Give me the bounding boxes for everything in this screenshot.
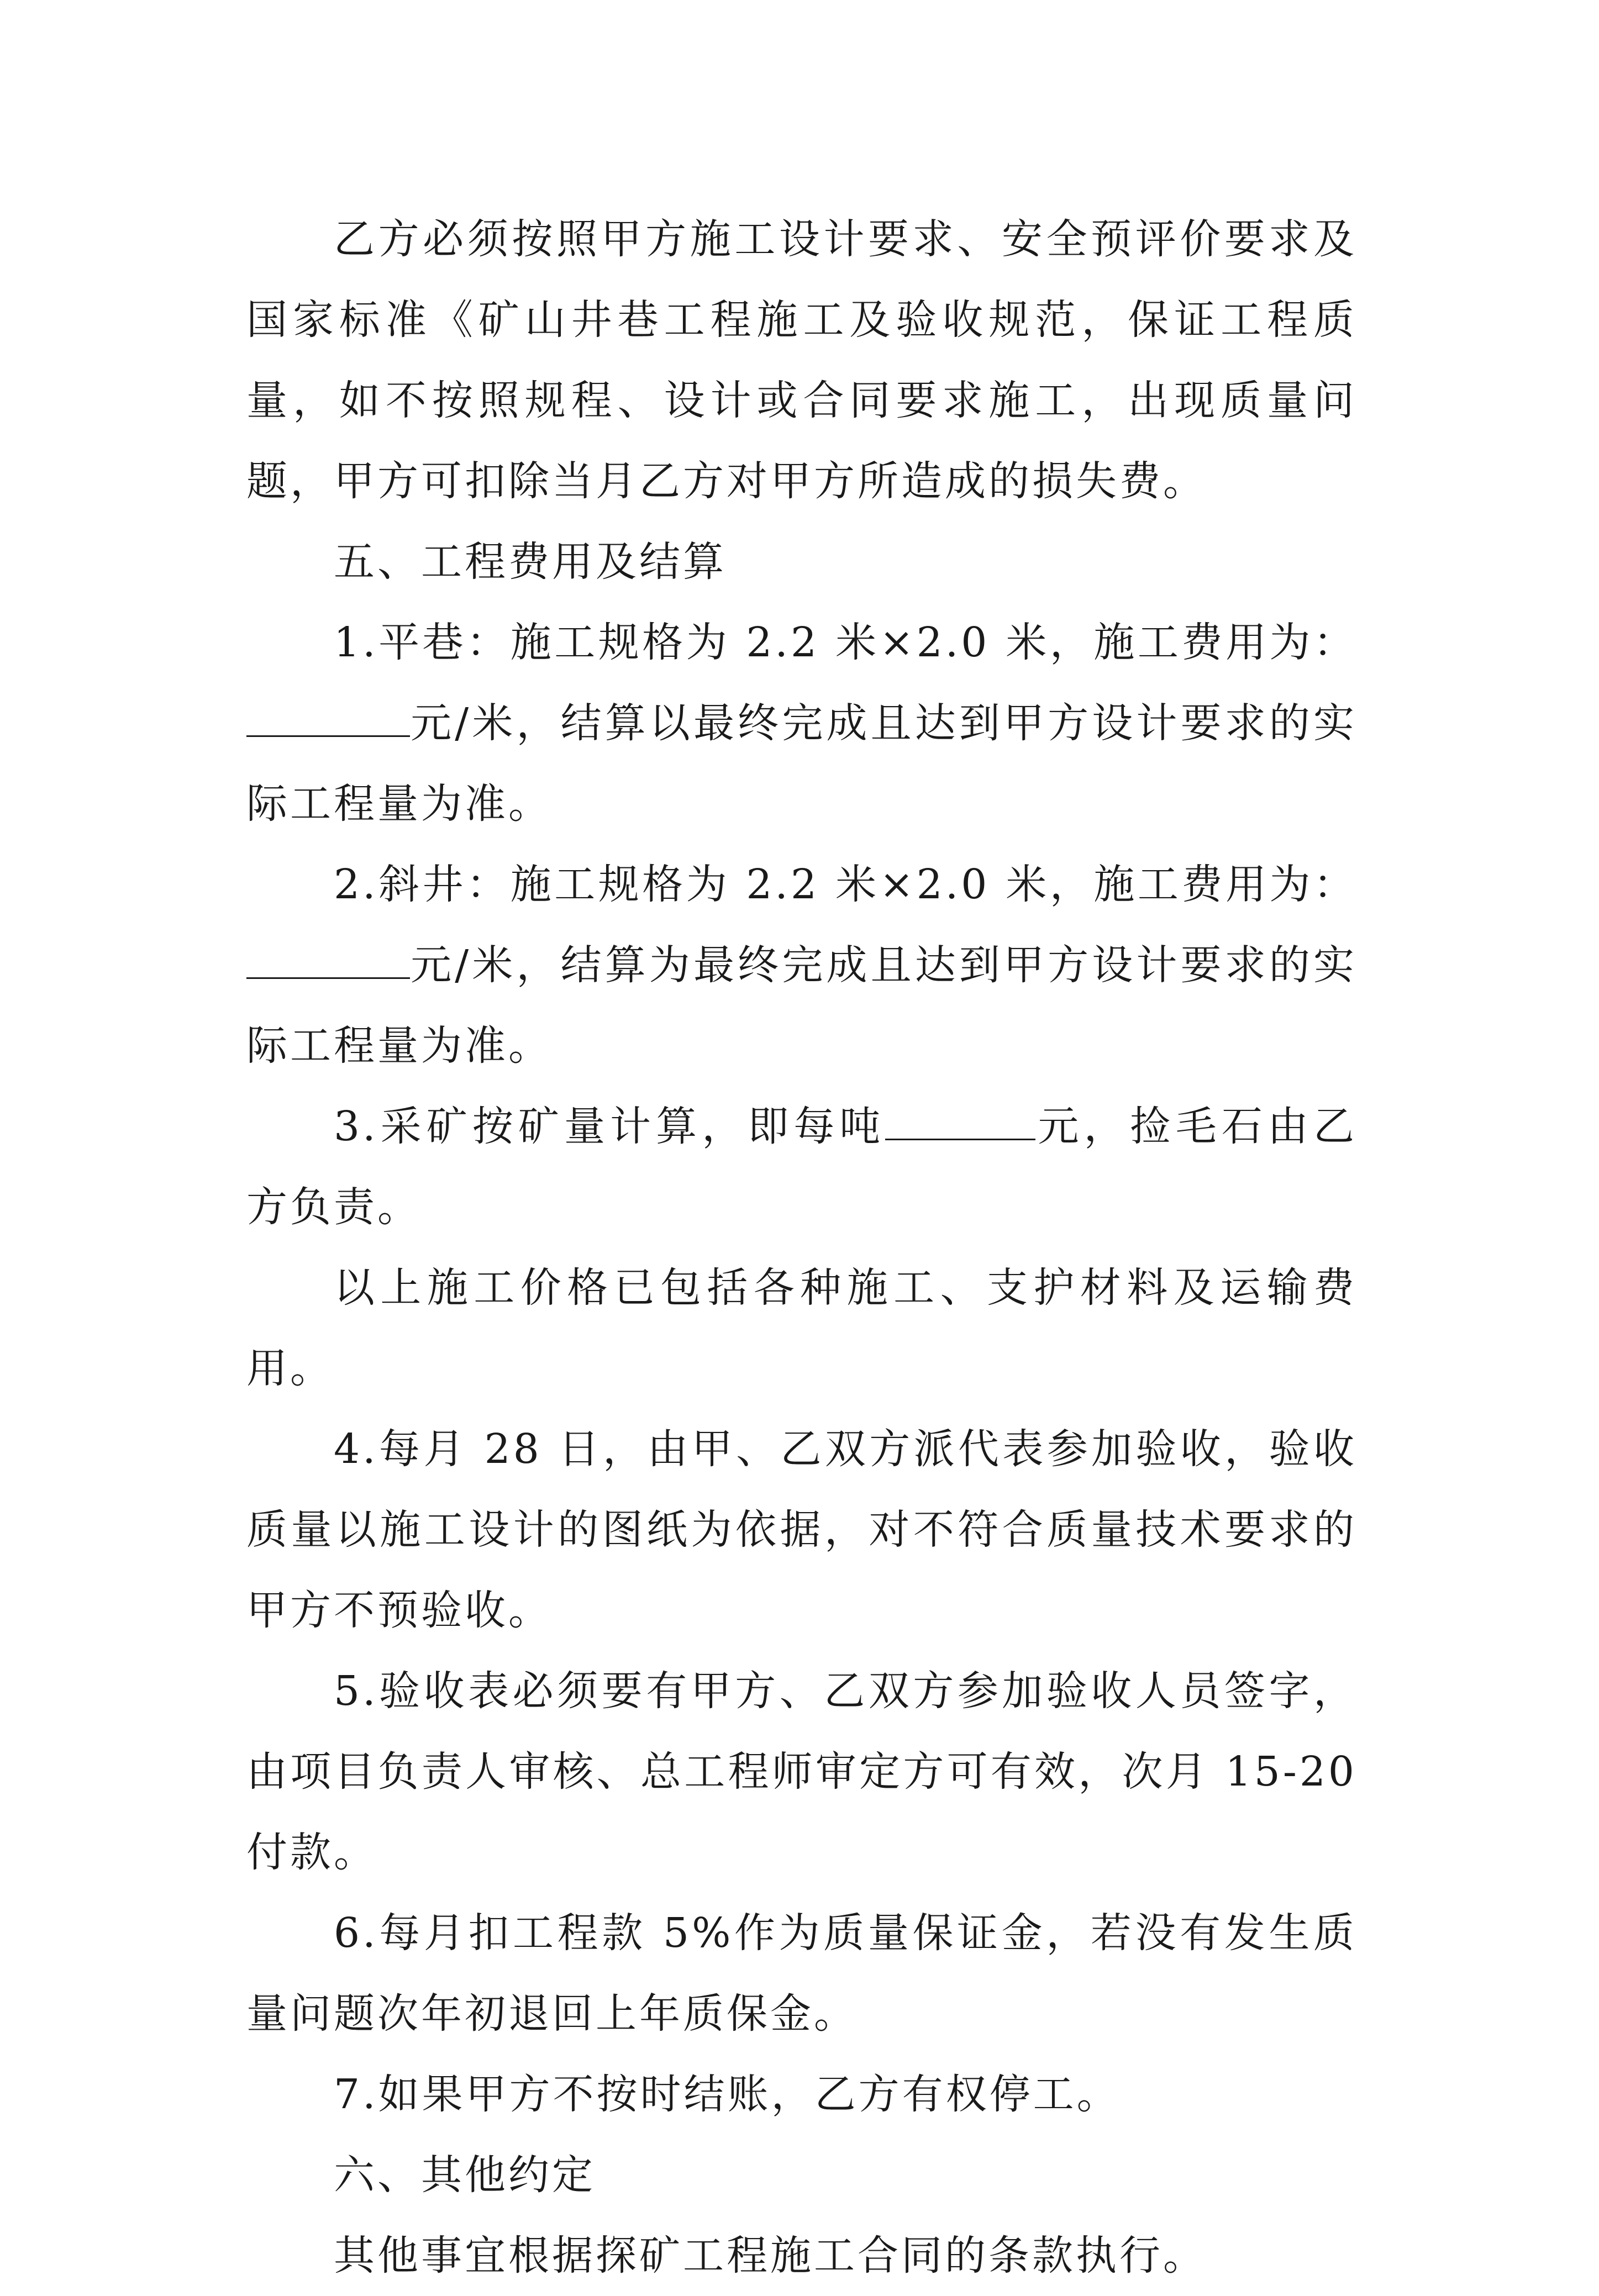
item-2-paragraph <box>246 844 1357 1086</box>
item-2-text-start: 2.斜井：施工规格为 2.2 米×2.0 米，施工费用为： <box>334 861 1357 908</box>
item-3-text-start: 3.采矿按矿量计算，即每吨 <box>334 1103 886 1150</box>
section-6-heading: 六、其他约定 <box>334 2151 596 2199</box>
item-3-price-blank <box>885 1104 1035 1140</box>
item-1-text-end: 元/米，结算以最终完成且达到甲方设计要求的实际工程量为准。 <box>246 699 1357 828</box>
item-3-text-end: 元，捡毛石由乙方负责。 <box>246 1103 1357 1231</box>
item-1-paragraph <box>246 602 1357 844</box>
item-6-paragraph: 6.每月扣工程款 5%作为质量保证金，若没有发生质量问题次年初退回上年质保金。 <box>246 1909 1357 2037</box>
item-5-paragraph: 5.验收表必须要有甲方、乙双方参加验收人员签字，由项目负责人审核、总工程师审定方可有效，次月 15-20 付款。 <box>246 1667 1357 1876</box>
item-3-paragraph <box>246 1086 1357 1247</box>
item-1-price-blank <box>246 701 410 737</box>
price-note-paragraph: 以上施工价格已包括各种施工、支护材料及运输费用。 <box>246 1264 1357 1392</box>
quality-requirement-paragraph: 乙方必须按照甲方施工设计要求、安全预评价要求及国家标准《矿山井巷工程施工及验收规范，保证工程质量，如不按照规程、设计或合同要求施工，出现质量问题，甲方可扣除当月乙方对甲方所造成的损失费。 <box>246 215 1357 505</box>
other-terms-paragraph: 其他事宜根据探矿工程施工合同的条款执行。 <box>334 2232 1207 2279</box>
contract-body <box>246 199 1357 2296</box>
item-2-text-end: 元/米，结算为最终完成且达到甲方设计要求的实际工程量为准。 <box>246 941 1357 1070</box>
item-2-price-blank <box>246 943 410 979</box>
section-5-heading: 五、工程费用及结算 <box>334 538 727 586</box>
item-1-text-start: 1.平巷：施工规格为 2.2 米×2.0 米，施工费用为： <box>334 619 1357 666</box>
item-4-paragraph: 4.每月 28 日，由甲、乙双方派代表参加验收，验收质量以施工设计的图纸为依据，对不符合质量技术要求的甲方不预验收。 <box>246 1425 1357 1634</box>
item-7-paragraph: 7.如果甲方不按时结账，乙方有权停工。 <box>334 2071 1121 2118</box>
